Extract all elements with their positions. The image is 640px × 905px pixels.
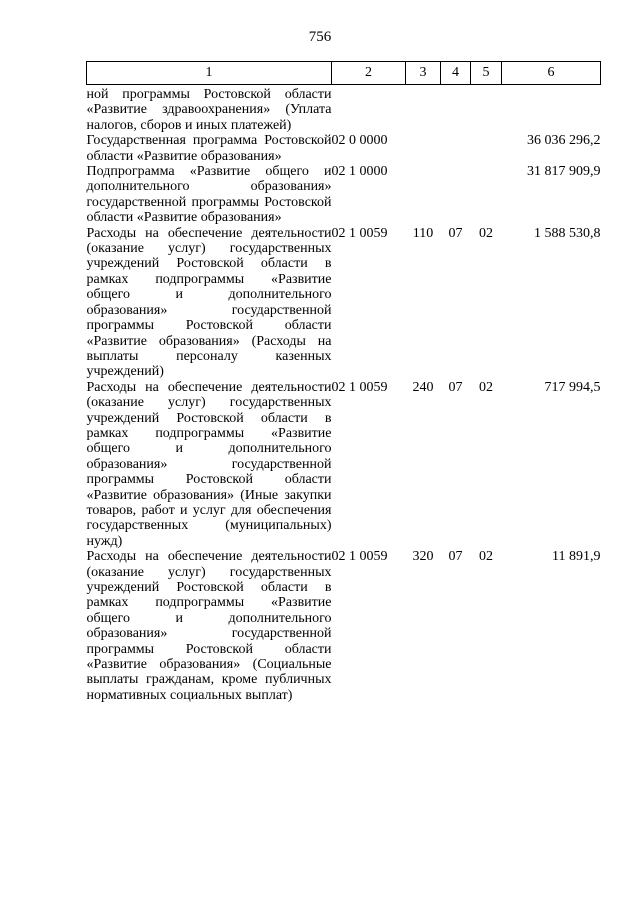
expense-type-cell: 320 bbox=[412, 549, 434, 565]
section-cell: 07 bbox=[448, 549, 463, 565]
section-cell: 07 bbox=[448, 379, 463, 395]
table-row bbox=[87, 133, 601, 164]
subsection-cell: 02 bbox=[479, 549, 493, 565]
row-description-cell bbox=[87, 85, 332, 134]
target-article-cell: 02 0 0000 bbox=[331, 133, 388, 149]
amount-cell bbox=[502, 85, 601, 134]
amount-cell: 1 588 530,8 bbox=[534, 225, 601, 241]
amount-cell: 11 891,9 bbox=[552, 549, 601, 565]
header-col-1: 1 bbox=[87, 62, 332, 85]
table-row bbox=[87, 226, 601, 380]
target-article-cell: 02 1 0059 bbox=[331, 225, 388, 241]
expense-type-cell bbox=[406, 164, 441, 226]
subsection-cell bbox=[471, 164, 502, 226]
header-col-3: 3 bbox=[406, 62, 441, 85]
header-col-4: 4 bbox=[441, 62, 471, 85]
subsection-cell: 02 bbox=[479, 225, 493, 241]
row-description-cell bbox=[87, 226, 332, 380]
header-col-6: 6 bbox=[502, 62, 601, 85]
section-cell bbox=[441, 164, 471, 226]
expense-type-cell: 240 bbox=[412, 379, 434, 395]
row-description-cell bbox=[87, 549, 332, 703]
subsection-cell: 02 bbox=[479, 379, 493, 395]
subsection-cell bbox=[471, 85, 502, 134]
row-description: ной программы Ростовской области «Развитие здравоохранения» (Уплата налогов, сборов и иных платежей) bbox=[86, 87, 332, 133]
row-description: Государственная программа Ростовской области «Развитие образования» bbox=[86, 133, 332, 164]
section-cell bbox=[441, 85, 471, 134]
row-description: Подпрограмма «Развитие общего и дополнительного образования» государственной программы Ростовской области «Развитие образования» bbox=[86, 164, 332, 226]
row-description: Расходы на обеспечение деятельности (оказание услуг) государственных учреждений Ростовской области в рамках подпрограммы «Развитие общего и дополнительного образования» государственной программы Ростовской области «Развитие образования» (Социальные выплаты гражданам, кроме публичных нормативных социальных выплат) bbox=[86, 549, 332, 703]
expense-type-cell: 110 bbox=[412, 225, 434, 241]
table-row bbox=[87, 549, 601, 703]
section-cell bbox=[441, 133, 471, 164]
header-col-5: 5 bbox=[471, 62, 502, 85]
header-col-2: 2 bbox=[332, 62, 406, 85]
subsection-cell bbox=[471, 133, 502, 164]
table-header-row bbox=[87, 62, 601, 85]
amount-cell: 36 036 296,2 bbox=[527, 133, 601, 149]
row-description-cell bbox=[87, 380, 332, 549]
amount-cell: 31 817 909,9 bbox=[527, 164, 601, 180]
page-number: 756 bbox=[308, 29, 332, 45]
table-row bbox=[87, 85, 601, 134]
expense-type-cell bbox=[406, 133, 441, 164]
amount-cell: 717 994,5 bbox=[544, 379, 601, 395]
expense-type-cell bbox=[406, 85, 441, 134]
target-article-cell: 02 1 0059 bbox=[331, 379, 388, 395]
section-cell: 07 bbox=[448, 225, 463, 241]
table-row bbox=[87, 164, 601, 226]
table-row bbox=[87, 380, 601, 549]
row-description: Расходы на обеспечение деятельности (оказание услуг) государственных учреждений Ростовской области в рамках подпрограммы «Развитие общего и дополнительного образования» государственной программы Ростовской области «Развитие образования» (Иные закупки товаров, работ и услуг для обеспечения государственных (муниципальных) нужд) bbox=[86, 379, 332, 549]
row-description: Расходы на обеспечение деятельности (оказание услуг) государственных учреждений Ростовской области в рамках подпрограммы «Развитие общего и дополнительного образования» государственной программы Ростовской области «Развитие образования» (Расходы на выплаты персоналу казенных учреждений) bbox=[86, 225, 332, 380]
target-article-cell bbox=[332, 85, 406, 134]
budget-table bbox=[86, 61, 601, 703]
target-article-cell: 02 1 0059 bbox=[331, 549, 388, 565]
row-description-cell bbox=[87, 133, 332, 164]
row-description-cell bbox=[87, 164, 332, 226]
target-article-cell: 02 1 0000 bbox=[331, 164, 388, 180]
